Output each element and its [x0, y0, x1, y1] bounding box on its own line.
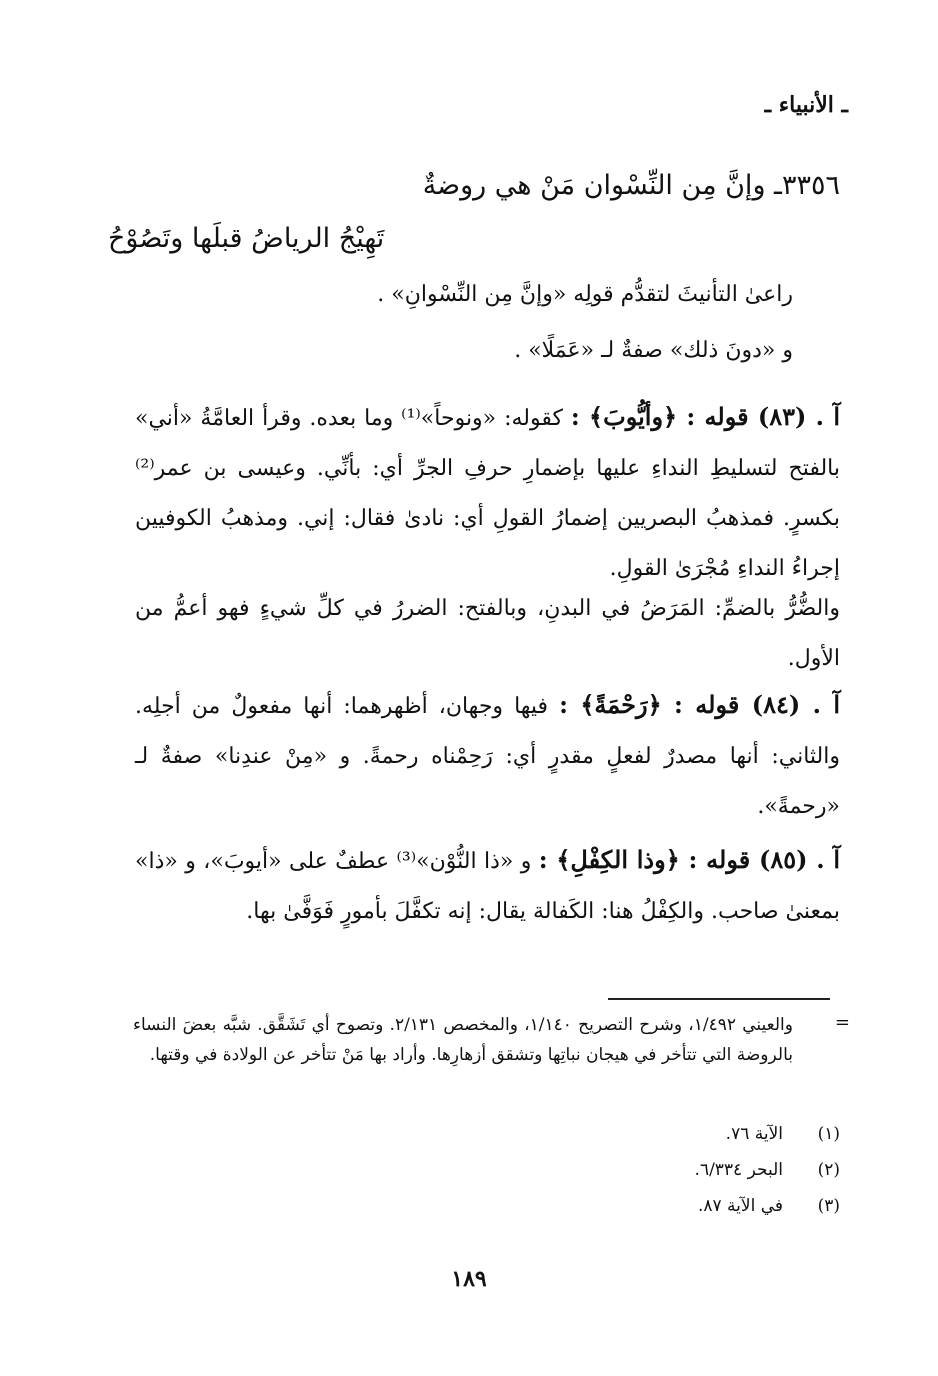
footnote-separator: [608, 998, 830, 1000]
footnote-number-2: (٢): [817, 1160, 840, 1180]
footnote-number-3: (٣): [817, 1196, 840, 1216]
ayah-85-heading: آ . (٨٥) قوله : ﴿وذا الكِفْلِ﴾ :: [538, 845, 840, 874]
footnote-number-1: (١): [817, 1124, 840, 1144]
ayah-83-heading: آ . (٨٣) قوله : ﴿وأيُّوبَ﴾ :: [570, 402, 840, 431]
footnote-continuation: والعيني ١/٤٩٢، وشرح التصريح ١/١٤٠، والمخصص ٢/١٣١. وتصوح أي تَشَقَّق. شبَّه بعضَ النساء بالروضة التي تتأخر في هيجان نباتِها وتشقق أزهارِها. وأراد بها مَنْ تتأخر عن الولادة في وقتها.: [133, 1015, 793, 1065]
paragraph-ayah-84: [135, 680, 840, 832]
note-line-1: راعىٰ التأنيثَ لتقدُّم قولِه «وإنَّ مِن النِّسْوانِ» .: [377, 282, 793, 307]
running-header: ـ الأنبياء ـ: [764, 92, 848, 118]
ayah-83-text: كقوله: «ونوحاً»⁽¹⁾ وما بعده. وقرأ العامَّةُ «أني» بالفتح لتسليطِ النداءِ عليها بإضمارِ حرفِ الجرِّ أي: بأنِّي. وعيسى بن عمر⁽²⁾ بكسرٍ. فمذهبُ البصريين إضمارُ القولِ أي: نادىٰ فقال: إني. ومذهبُ الكوفيين إجراءُ النداءِ مُجْرَىٰ القولِ.: [135, 406, 840, 581]
footnote-continuation-marker: =: [834, 1012, 850, 1033]
page-number: ١٨٩: [451, 1266, 487, 1292]
footnote-text-2: البحر ٦/٣٣٤.: [694, 1160, 783, 1180]
note-line-2: و «دونَ ذلك» صفةٌ لـ «عَمَلًا» .: [514, 338, 793, 363]
ayah-85-text: و «ذا النُّوْن»⁽³⁾ عطفٌ على «أيوبَ»، و «ذا» بمعنىٰ صاحب. والكِفْلُ هنا: الكَفالة يقال: إنه تكفَّلَ بأمورٍ فَوَفَّىٰ بها.: [135, 849, 840, 924]
footnote-text-1: الآية ٧٦.: [725, 1124, 783, 1144]
ayah-84-heading: آ . (٨٤) قوله : ﴿رَحْمَةً﴾ :: [559, 690, 840, 719]
paragraph-ayah-83: [135, 392, 840, 594]
paragraph-ayah-85: [135, 835, 840, 937]
footnote-text-3: في الآية ٨٧.: [697, 1196, 783, 1216]
paragraph-darr: [135, 584, 840, 684]
verse-line-1: ٣٣٥٦ـ وإنَّ مِن النِّسْوان مَنْ هي روضةٌ: [422, 170, 840, 201]
darr-text: والضُّرُّ بالضمِّ: المَرَضُ في البدنِ، وبالفتح: الضررُ في كلِّ شيءٍ فهو أعمُّ من الأول.: [135, 596, 840, 671]
ayah-84-text: فيها وجهان، أظهرهما: أنها مفعولٌ من أجلِه. والثاني: أنها مصدرٌ لفعلٍ مقدرٍ أي: رَحِمْناه رحمةً. و «مِنْ عندِنا» صفةٌ لـ «رحمةً».: [135, 694, 840, 819]
verse-line-2: تَهِيْجُ الرياضُ قبلَها وتَصُوْحُ: [108, 223, 385, 254]
